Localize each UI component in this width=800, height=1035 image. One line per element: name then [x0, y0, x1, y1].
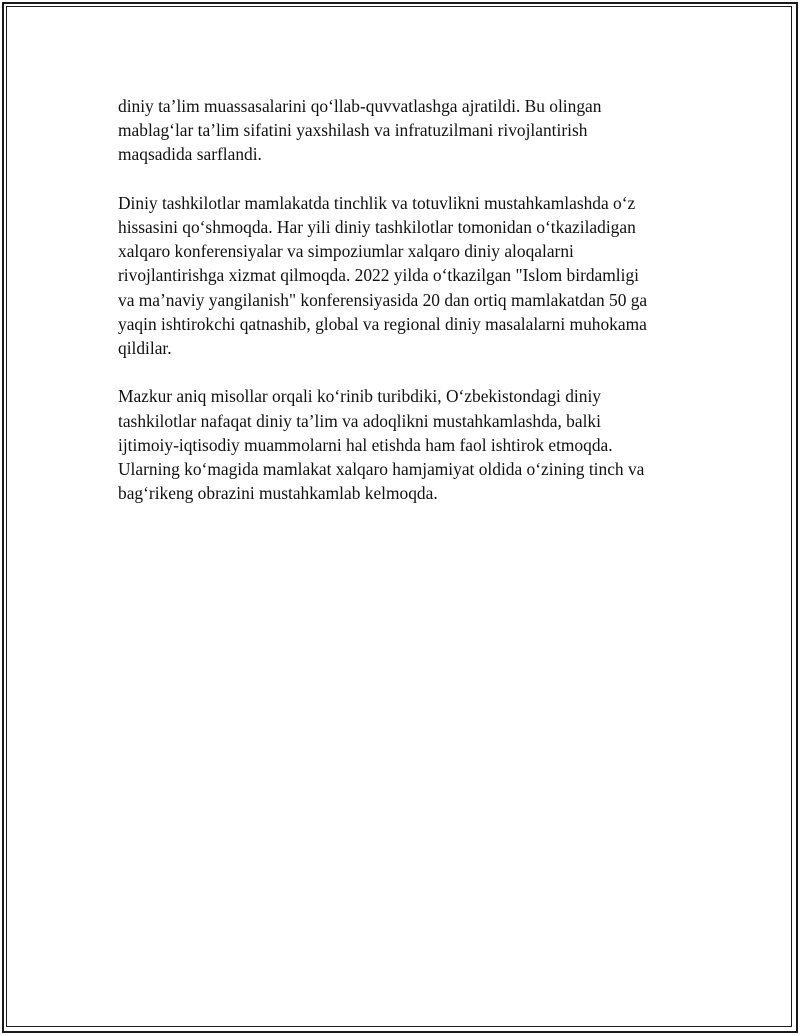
- document-body: [118, 94, 698, 530]
- paragraph-conclusion: Mazkur aniq misollar orqali ko‘rinib turibdiki, O‘zbekistondagi diniy tashkilotlar nafaqat diniy ta’lim va adoqlikni mustahkamlashda, balki ijtimoiy-iqtisodiy muammolarni hal etishda ham faol ishtirok etmoqda. Ularning ko‘magida mamlakat xalqaro hamjamiyat oldida o‘zining tinch va bag‘rikeng obrazini mustahkamlab kelmoqda.: [118, 386, 645, 504]
- paragraph-peace-harmony: Diniy tashkilotlar mamlakatda tinchlik va totuvlikni mustahkamlashda o‘z hissasini qo‘shmoqda. Har yili diniy tashkilotlar tomonidan o‘tkaziladigan xalqaro konferensiyalar va simpoziumlar xalqaro diniy aloqalarni rivojlantirishga xizmat qilmoqda. 2022 yilda o‘tkazilgan "Islom birdamligi va ma’naviy yangilanish" konferensiyasida 20 dan ortiq mamlakatdan 50 ga yaqin ishtirokchi qatnashib, global va regional diniy masalalarni muhokama qildilar.: [118, 192, 648, 359]
- paragraph-funding: diniy ta’lim muassasalarini qo‘llab-quvvatlashga ajratildi. Bu olingan mablag‘lar ta’lim sifatini yaxshilash va infratuzilmani rivojlantirish maqsadida sarflandi.: [118, 96, 602, 165]
